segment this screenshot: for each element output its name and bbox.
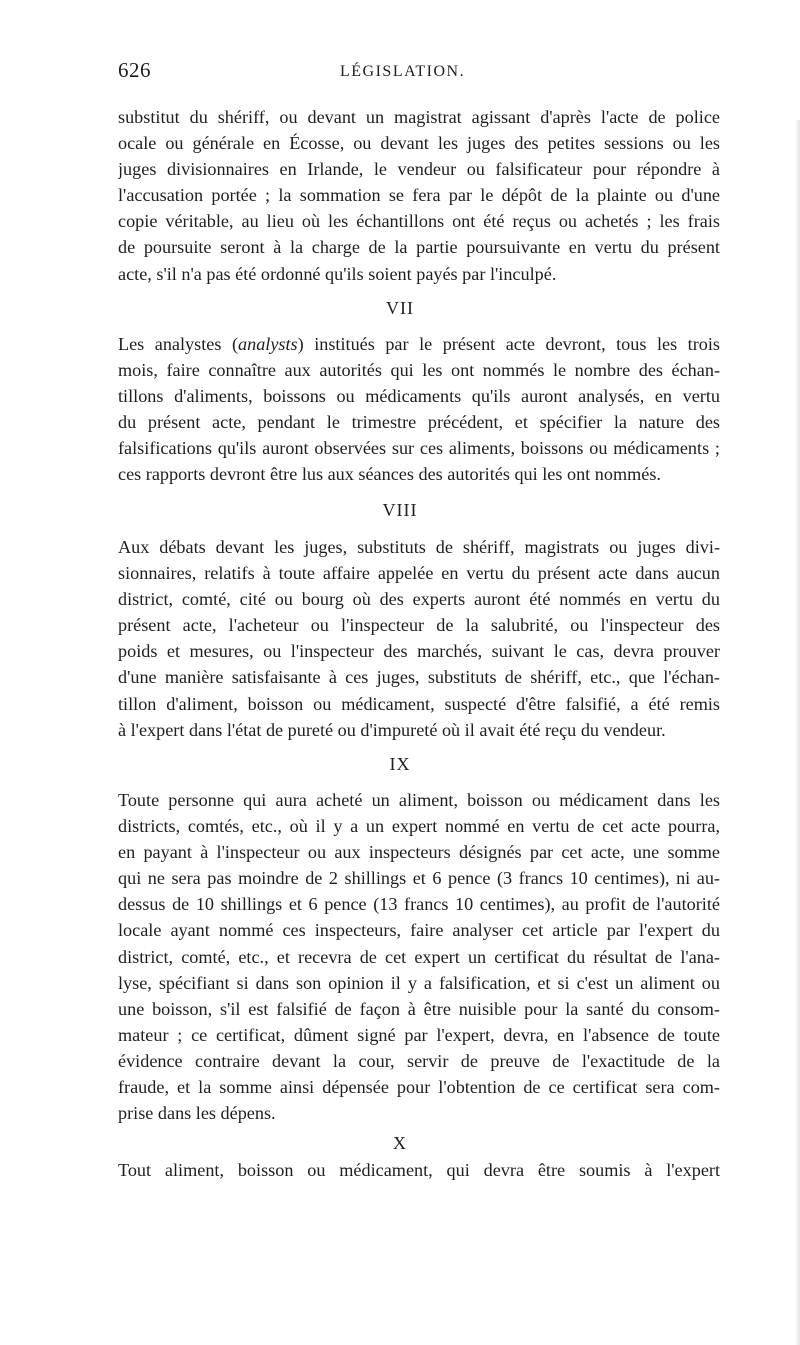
text-line: Les analystes (analysts) institués par le présent acte devront, tous les trois xyxy=(118,334,720,354)
text-line: copie véritable, au lieu où les échantillons ont été reçus ou achetés ; les frais xyxy=(118,211,720,232)
text-line: l'accusation portée ; la sommation se fera par le dépôt de la plainte ou d'une xyxy=(118,185,720,206)
section-heading-viii: VIII xyxy=(382,500,418,520)
text-line: sionnaires, relatifs à toute affaire appelée en vertu du présent acte dans aucun xyxy=(118,563,720,584)
section-heading-vii: VII xyxy=(386,298,414,318)
text-line: tillons d'aliments, boissons ou médicaments qu'ils auront analysés, en vertu xyxy=(118,386,720,407)
section-heading-ix: IX xyxy=(389,754,411,774)
text-line: tillon d'aliment, boisson ou médicament, suspecté d'être falsifié, a été remis xyxy=(118,693,720,714)
section-vii-paragraph xyxy=(118,331,720,488)
text-line: mateur ; ce certificat, dûment signé par l'expert, devra, en l'absence de toute xyxy=(118,1024,720,1045)
section-ix-paragraph xyxy=(118,787,720,1126)
text-line: Tout aliment, boisson ou médicament, qui devra être soumis à l'expert xyxy=(118,1160,720,1180)
text-line: fraude, et la somme ainsi dépensée pour l'obtention de ce certificat sera com- xyxy=(118,1077,720,1098)
section-viii-paragraph xyxy=(118,534,720,743)
text-line: Aux débats devant les juges, substituts de shériff, magistrats ou juges divi- xyxy=(118,537,720,557)
page-header xyxy=(118,58,718,88)
text-line: ces rapports devront être lus aux séances des autorités qui les ont nommés. xyxy=(118,464,661,485)
text-line: ocale ou générale en Écosse, ou devant les juges des petites sessions ou les xyxy=(118,133,720,154)
text-line: évidence contraire devant la cour, servir de preuve de l'exactitude de la xyxy=(118,1050,720,1071)
text-line: district, comté, cité ou bourg où des experts auront été nommés en vertu du xyxy=(118,589,720,610)
text-line: une boisson, s'il est falsifié de façon à être nuisible pour la santé du consom- xyxy=(118,998,720,1019)
text-line: mois, faire connaître aux autorités qui les ont nommés le nombre des échan- xyxy=(118,360,720,381)
text-line: en payant à l'inspecteur ou aux inspecteurs désignés par cet acte, une somme xyxy=(118,842,720,863)
italic-term: analysts xyxy=(238,334,298,354)
text-line: prise dans les dépens. xyxy=(118,1103,276,1124)
text-line: locale ayant nommé ces inspecteurs, faire analyser cet article par l'expert du xyxy=(118,920,720,941)
text-line: substitut du shériff, ou devant un magistrat agissant d'après l'acte de police xyxy=(118,107,720,127)
page-number: 626 xyxy=(118,58,151,82)
text-line: du présent acte, pendant le trimestre précédent, et spécifier la nature des xyxy=(118,412,720,433)
text-line: poids et mesures, ou l'inspecteur des marchés, suivant le cas, devra prouver xyxy=(118,641,720,662)
text-line: d'une manière satisfaisante à ces juges, substituts de shériff, etc., que l'échan- xyxy=(118,667,720,688)
text-line: présent acte, l'acheteur ou l'inspecteur de la salubrité, ou l'inspecteur des xyxy=(118,615,720,636)
running-title: LÉGISLATION. xyxy=(340,63,466,80)
text-line: dessus de 10 shillings et 6 pence (13 francs 10 centimes), au profit de l'autorité xyxy=(118,894,720,915)
text-line: lyse, spécifiant si dans son opinion il y a falsification, et si c'est un aliment ou xyxy=(118,972,720,993)
section-heading-x: X xyxy=(393,1133,407,1153)
text-line: à l'expert dans l'état de pureté ou d'impureté où il avait été reçu du vendeur. xyxy=(118,719,666,740)
text-line: districts, comtés, etc., où il y a un expert nommé en vertu de cet acte pourra, xyxy=(118,816,720,837)
paragraph-continuation xyxy=(118,104,720,287)
text-line: district, comté, etc., et recevra de cet expert un certificat du résultat de l'ana- xyxy=(118,946,720,967)
text-line: juges divisionnaires en Irlande, le vendeur ou falsificateur pour répondre à xyxy=(118,159,720,180)
text-line: de poursuite seront à la charge de la partie poursuivante en vertu du présent xyxy=(118,237,720,258)
text-line: acte, s'il n'a pas été ordonné qu'ils soient payés par l'inculpé. xyxy=(118,263,557,284)
text-line: qui ne sera pas moindre de 2 shillings et 6 pence (3 francs 10 centimes), ni au- xyxy=(118,868,720,889)
section-x-paragraph xyxy=(118,1157,720,1183)
text-line: Toute personne qui aura acheté un aliment, boisson ou médicament dans les xyxy=(118,790,720,810)
text-line: falsifications qu'ils auront observées sur ces aliments, boissons ou médicaments ; xyxy=(118,438,720,459)
